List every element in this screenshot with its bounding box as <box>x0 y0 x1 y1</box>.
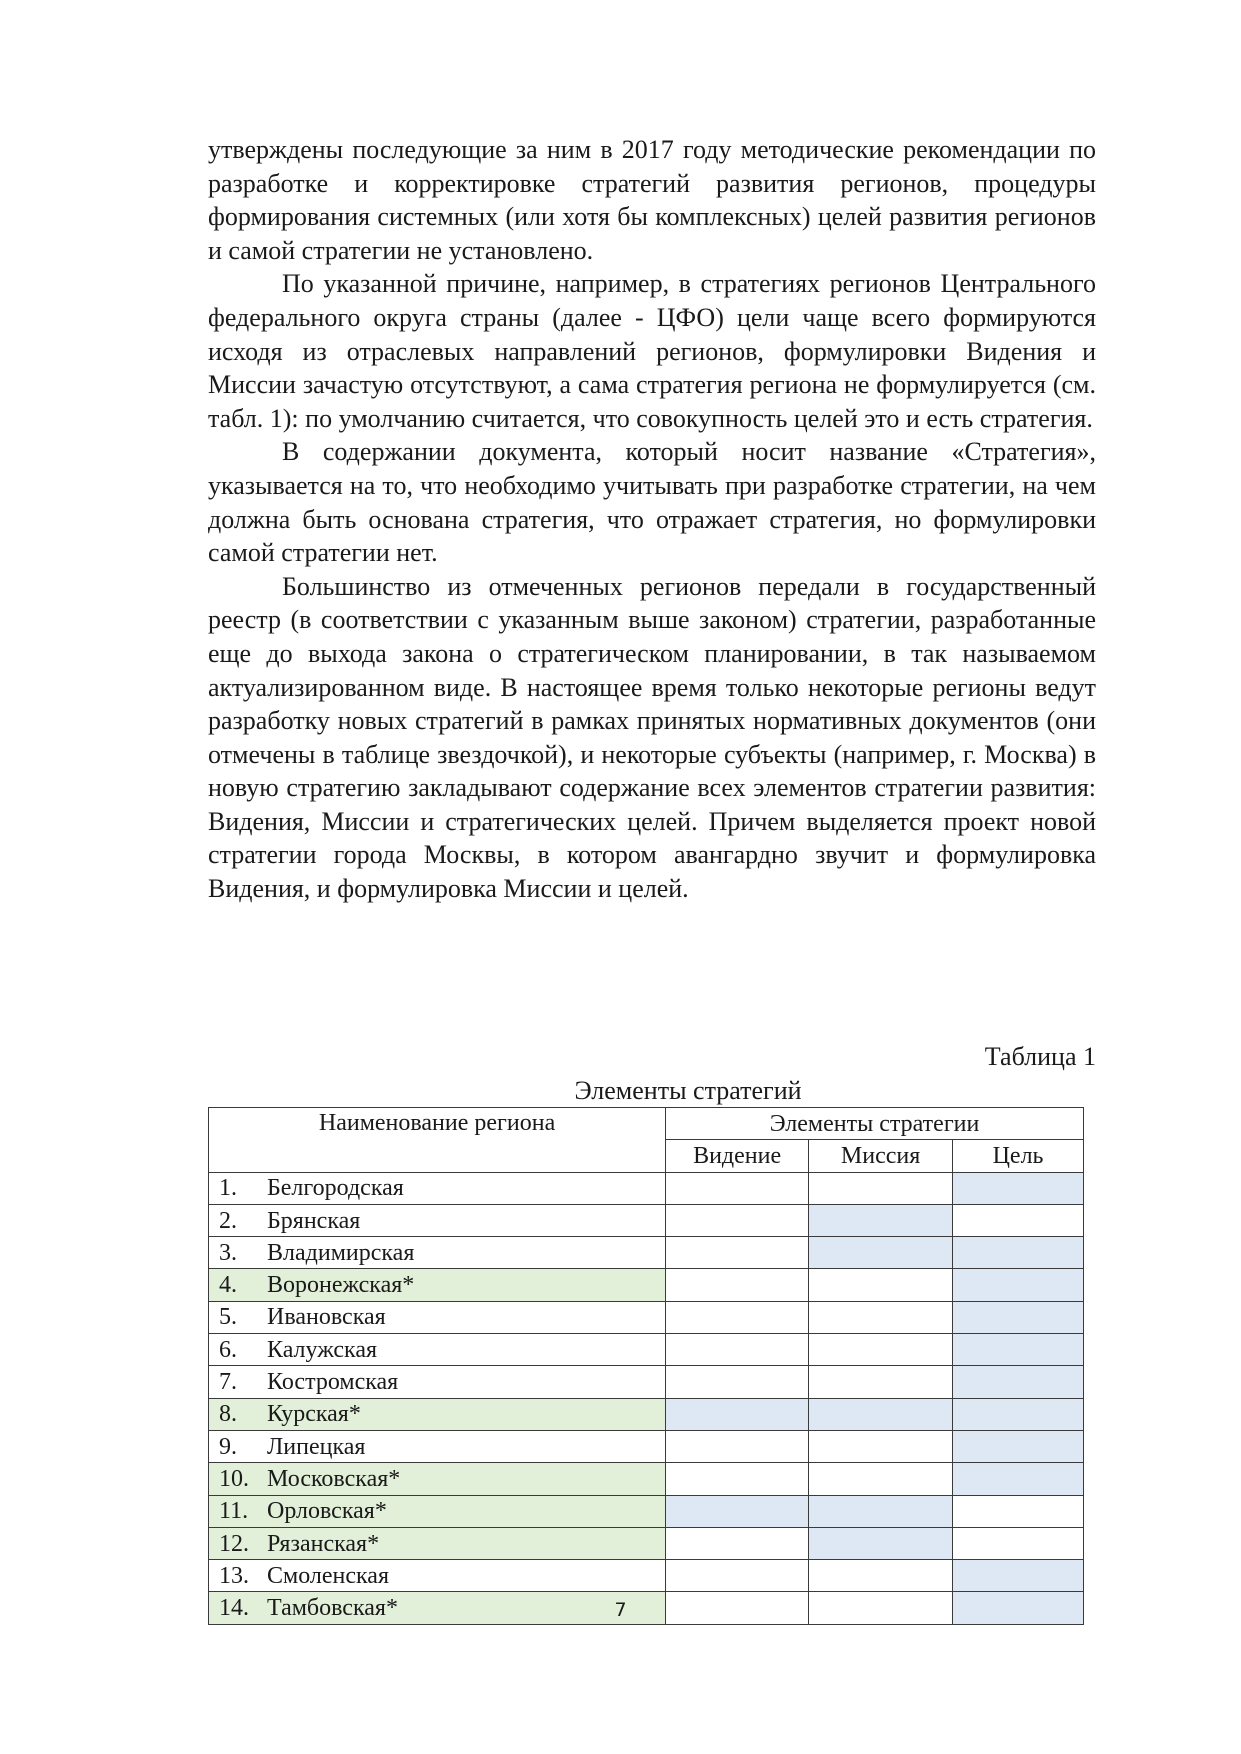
region-number: 7. <box>219 1369 237 1396</box>
goal-cell <box>953 1301 1084 1333</box>
region-number: 5. <box>219 1304 237 1331</box>
region-number: 10. <box>219 1465 249 1492</box>
mission-cell <box>809 1398 953 1430</box>
region-name: Орловская* <box>267 1498 387 1525</box>
paragraph-4: Большинство из отмеченных регионов передали в государственный реестр (в соответствии с указанным выше законом) стратегии, разработанные еще до выхода закона о стратегическом планировании, в так называемом актуализированном виде. В настоящее время только некоторые регионы ведут разработку новых стратегий в рамках принятых нормативных документов (они отмечены в таблице звездочкой), и некоторые субъекты (например, г. Москва) в новую стратегию закладывают содержание всех элементов стратегии развития: Видения, Миссии и стратегических целей. Причем выделяется проект новой стратегии города Москвы, в котором авангардно звучит и формулировка Видения, и формулировка Миссии и целей. <box>208 571 1096 904</box>
goal-cell <box>953 1463 1084 1495</box>
region-number: 1. <box>219 1175 237 1202</box>
table-row <box>209 1430 1084 1462</box>
header-vision: Видение <box>666 1140 809 1172</box>
region-name: Брянская <box>267 1207 361 1234</box>
mission-cell <box>809 1301 953 1333</box>
region-number: 11. <box>219 1498 249 1525</box>
mission-cell <box>809 1334 953 1366</box>
strategy-elements-table <box>208 1107 1084 1625</box>
table-row <box>209 1237 1084 1269</box>
table-row <box>209 1495 1084 1527</box>
region-name: Смоленская <box>267 1562 389 1589</box>
table-row <box>209 1366 1084 1398</box>
region-cell <box>209 1463 666 1495</box>
table-row <box>209 1204 1084 1236</box>
table-row <box>209 1301 1084 1333</box>
region-cell <box>209 1495 666 1527</box>
table-row <box>209 1172 1084 1204</box>
vision-cell <box>666 1398 809 1430</box>
goal-cell <box>953 1334 1084 1366</box>
mission-cell <box>809 1527 953 1559</box>
region-number: 8. <box>219 1401 237 1428</box>
region-number: 13. <box>219 1562 249 1589</box>
paragraph-1: утверждены последующие за ним в 2017 году методические рекомендации по разработке и корректировке стратегий развития регионов, процедуры формирования системных (или хотя бы комплексных) целей развития регионов и самой стратегии не установлено. <box>208 135 1096 265</box>
region-name: Тамбовская* <box>267 1595 398 1622</box>
region-cell <box>209 1237 666 1269</box>
region-number: 12. <box>219 1530 249 1557</box>
vision-cell <box>666 1204 809 1236</box>
region-name: Курская* <box>267 1401 361 1428</box>
vision-cell <box>666 1495 809 1527</box>
goal-cell <box>953 1172 1084 1204</box>
region-number: 6. <box>219 1336 237 1363</box>
mission-cell <box>809 1237 953 1269</box>
table-row <box>209 1463 1084 1495</box>
header-elements: Элементы стратегии <box>666 1108 1084 1140</box>
region-cell <box>209 1301 666 1333</box>
region-number: 4. <box>219 1272 237 1299</box>
vision-cell <box>666 1269 809 1301</box>
vision-cell <box>666 1334 809 1366</box>
body-text <box>208 133 1096 906</box>
vision-cell <box>666 1463 809 1495</box>
vision-cell <box>666 1527 809 1559</box>
region-cell <box>209 1560 666 1592</box>
vision-cell <box>666 1366 809 1398</box>
table-row <box>209 1560 1084 1592</box>
region-name: Белгородская <box>267 1175 404 1202</box>
mission-cell <box>809 1172 953 1204</box>
header-goal: Цель <box>953 1140 1084 1172</box>
mission-cell <box>809 1366 953 1398</box>
region-cell <box>209 1172 666 1204</box>
region-name: Рязанская* <box>267 1530 380 1557</box>
goal-cell <box>953 1430 1084 1462</box>
region-number: 14. <box>219 1595 249 1622</box>
vision-cell <box>666 1301 809 1333</box>
table-title: Элементы стратегий <box>574 1076 802 1105</box>
mission-cell <box>809 1463 953 1495</box>
region-cell <box>209 1269 666 1301</box>
goal-cell <box>953 1527 1084 1559</box>
region-number: 9. <box>219 1433 237 1460</box>
paragraph-3: В содержании документа, который носит название «Стратегия», указывается на то, что необходимо учитывать при разработке стратегии, на чем должна быть основана стратегия, что отражает стратегия, но формулировки самой стратегии нет. <box>208 437 1096 568</box>
goal-cell <box>953 1269 1084 1301</box>
header-mission: Миссия <box>809 1140 953 1172</box>
region-cell <box>209 1527 666 1559</box>
goal-cell <box>953 1204 1084 1236</box>
region-cell <box>209 1334 666 1366</box>
mission-cell <box>809 1560 953 1592</box>
mission-cell <box>809 1495 953 1527</box>
region-name: Липецкая <box>267 1433 366 1460</box>
mission-cell <box>809 1269 953 1301</box>
table-row <box>209 1334 1084 1366</box>
paragraph-2: По указанной причине, например, в стратегиях регионов Центрального федерального округа страны (далее - ЦФО) цели чаще всего формируются исходя из отраслевых направлений регионов, формулировки Видения и Миссии зачастую отсутствуют, а сама стратегия региона не формулируется (см. табл. 1): по умолчанию считается, что совокупность целей это и есть стратегия. <box>208 269 1096 433</box>
region-cell <box>209 1204 666 1236</box>
goal-cell <box>953 1560 1084 1592</box>
table-label: Таблица 1 <box>984 1042 1096 1071</box>
goal-cell <box>953 1237 1084 1269</box>
vision-cell <box>666 1172 809 1204</box>
header-region: Наименование региона <box>209 1108 666 1173</box>
region-number: 3. <box>219 1239 237 1266</box>
mission-cell <box>809 1204 953 1236</box>
region-name: Московская* <box>267 1465 401 1492</box>
region-cell <box>209 1366 666 1398</box>
goal-cell <box>953 1495 1084 1527</box>
table-row <box>209 1527 1084 1559</box>
region-name: Калужская <box>267 1336 378 1363</box>
vision-cell <box>666 1560 809 1592</box>
vision-cell <box>666 1430 809 1462</box>
vision-cell <box>666 1237 809 1269</box>
region-name: Владимирская <box>267 1239 415 1266</box>
region-name: Воронежская* <box>267 1272 415 1299</box>
page-number: 7 <box>614 1599 627 1621</box>
region-cell <box>209 1398 666 1430</box>
table-row <box>209 1269 1084 1301</box>
goal-cell <box>953 1398 1084 1430</box>
region-number: 2. <box>219 1207 237 1234</box>
region-name: Ивановская <box>267 1304 386 1331</box>
goal-cell <box>953 1366 1084 1398</box>
region-name: Костромская <box>267 1369 399 1396</box>
region-cell <box>209 1430 666 1462</box>
table-row <box>209 1398 1084 1430</box>
mission-cell <box>809 1430 953 1462</box>
